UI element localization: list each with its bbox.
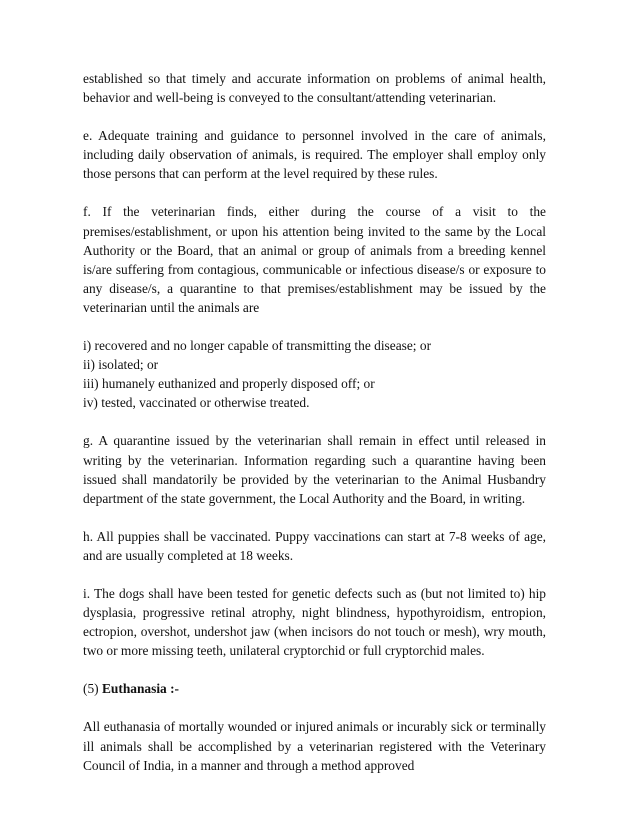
- document-page: [83, 69, 546, 794]
- paragraph-f: f. If the veterinarian finds, either during the course of a visit to the premises/establishment, or upon his attention being invited to the same by the Local Authority or the Board, that an animal or group of animals from a breeding kennel is/are suffering from contagious, communicable or infectious disease/s or exposure to any disease/s, a quarantine to that premises/establishment may be issued by the veterinarian until the animals are: [83, 204, 546, 315]
- list-item: iii) humanely euthanized and properly disposed off; or: [83, 376, 375, 392]
- section-title: Euthanasia: [101, 681, 167, 697]
- paragraph-d-continuation: established so that timely and accurate information on problems of animal health, behavior and well-being is conveyed to the consultant/attending veterinarian.: [83, 71, 546, 106]
- paragraph-g: g. A quarantine issued by the veterinarian shall remain in effect until released in writing by the veterinarian. Information regarding such a quarantine having been issued shall mandatorily be provided by the veterinarian to the Animal Husbandry department of the state government, the Local Authority and the Board, in writing.: [83, 433, 546, 506]
- paragraph-e: e. Adequate training and guidance to personnel involved in the care of animals, including daily observation of animals, is required. The employer shall employ only those persons that can perform at the level required by these rules.: [83, 128, 546, 182]
- paragraph-euthanasia: All euthanasia of mortally wounded or injured animals or incurably sick or terminally ill animals shall be accomplished by a veterinarian registered with the Veterinary Council of India, in a manner and through a method approved: [83, 719, 546, 773]
- section-number: (5): [83, 681, 99, 697]
- section-suffix: :-: [170, 681, 180, 697]
- quarantine-conditions-list: [83, 336, 546, 412]
- list-item: i) recovered and no longer capable of transmitting the disease; or: [83, 338, 432, 354]
- list-item: ii) isolated; or: [83, 357, 159, 373]
- section-heading: [83, 679, 546, 698]
- list-item: iv) tested, vaccinated or otherwise treated.: [83, 395, 310, 411]
- paragraph-h: h. All puppies shall be vaccinated. Puppy vaccinations can start at 7-8 weeks of age, and are usually completed at 18 weeks.: [83, 528, 546, 563]
- paragraph-i: i. The dogs shall have been tested for genetic defects such as (but not limited to) hip dysplasia, progressive retinal atrophy, night blindness, hypothyroidism, entropion, ectropion, overshot, undershot jaw (when incisors do not touch or mesh), wry mouth, two or more missing teeth, unilateral cryptorchid or full cryptorchid males.: [83, 585, 546, 659]
